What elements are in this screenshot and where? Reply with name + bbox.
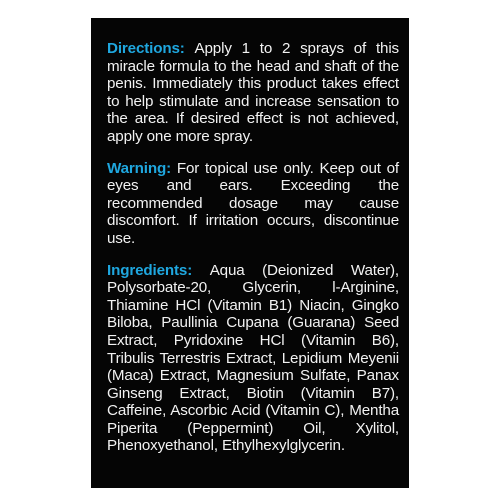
product-label-panel	[91, 18, 409, 488]
directions-section	[107, 40, 399, 146]
ingredients-heading: Ingredients:	[107, 261, 210, 279]
warning-heading: Warning:	[107, 159, 177, 177]
ingredients-text: Aqua (Deionized Water), Polysorbate-20, Glycerin, l-Arginine, Thiamine HCl (Vitamin B1) Niacin, Gingko Biloba, Paullinia Cupana (Guarana) Seed Extract, Pyridoxine HCl (Vitamin B6), Tribulis Terrestris Extract, Lepidium Meyenii (Maca) Extract, Magnesium Sulfate, Panax Ginseng Extract, Biotin (Vitamin B7), Caffeine, Ascorbic Acid (Vitamin C), Mentha Piperita (Peppermint) Oil, Xylitol, Phenoxyethanol, Ethylhexylglycerin.	[107, 261, 400, 455]
directions-heading: Directions:	[107, 40, 195, 57]
warning-text: For topical use only. Keep out of eyes and ears. Exceeding the recommended dosage may cause discomfort. If irritation occurs, discontinue use.	[107, 159, 399, 247]
ingredients-section	[107, 262, 399, 456]
warning-section	[107, 160, 399, 248]
directions-text: Apply 1 to 2 sprays of this miracle formula to the head and shaft of the penis. Immediately this product takes effect to help stimulate and increase sensation to the area. If desired effect is not achieved, apply one more spray.	[107, 40, 400, 145]
